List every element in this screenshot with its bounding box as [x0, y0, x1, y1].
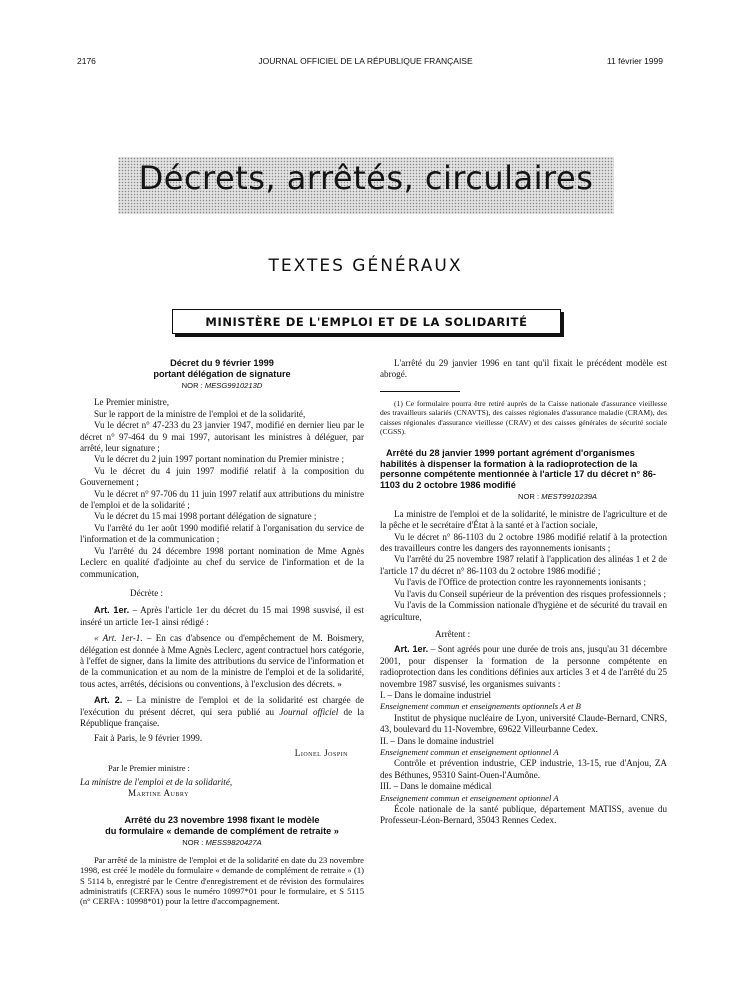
- article-label: Art. 1er.: [394, 644, 429, 655]
- decree-nor: [80, 380, 364, 391]
- article-label: Art. 2.: [94, 695, 123, 706]
- article-2: [80, 695, 364, 729]
- journal-title: JOURNAL OFFICIEL DE LA RÉPUBLIQUE FRANÇAISE: [258, 56, 473, 66]
- section-banner: [118, 157, 614, 214]
- ministre-title-text: La ministre de l'emploi et de la solidarité,: [80, 776, 233, 787]
- arrete-title: Arrêté du 28 janvier 1999 portant agrément d'organismes habilités à dispenser la formation à la radioprotection de la personne compétente mentionnée à l'article 17 du décret n° 86-1103 du 2 octobre 1986 modifié: [380, 448, 656, 490]
- paragraph: Par arrêté de la ministre de l'emploi et de la solidarité en date du 23 novembre 1998, est créé le modèle du formulaire « demande de complément de retraite » (1) S 5114 b, enregistré par le Centre d'enregistrement et de révision des formulaires administratifs (CERFA) sous le numéro 10997*01 pour le formulaire, et S 5115 (n° CERFA : 10998*01) pour la lettre d'accompagnement.: [80, 854, 364, 907]
- ministre-name: Martine Aubry: [128, 788, 189, 798]
- page-number: 2176: [77, 56, 96, 66]
- subsection-title: II. – Dans le domaine industriel: [380, 735, 494, 746]
- ministry-heading: [172, 309, 561, 334]
- arrete-title: [80, 815, 364, 836]
- right-column: [380, 358, 667, 827]
- nor-code: MESS9820427A: [205, 838, 262, 848]
- article-text: – La ministre de l'emploi et de la solidarité est chargée de l'exécution du présent décret, qui sera publié au: [80, 695, 364, 717]
- paragraph: Vu le décret n° 47-233 du 23 janvier 1947, modifié en dernier lieu par le décret n° 97-464 du 9 mai 1997, autorisant les ministres à déléguer, par arrêté, leur signature ;: [80, 420, 364, 454]
- paragraph: Vu l'avis du Conseil supérieur de la prévention des risques professionnels ;: [394, 588, 667, 599]
- section-title: TEXTES GÉNÉRAUX: [268, 256, 463, 276]
- ministre-title: [80, 777, 364, 788]
- decree-title-line-1: Décret du 9 février 1999: [170, 358, 274, 368]
- footnote-divider: [380, 391, 460, 392]
- nor-label: NOR :: [518, 492, 540, 502]
- nor-label: NOR :: [182, 838, 204, 848]
- footnote: (1) Ce formulaire pourra être retiré auprès de la Caisse nationale d'assurance vieillesse des travailleurs salariés (CNAVTS), des caisses régionales d'assurance maladie (CRAM), des caisses régionales d'assurance vieillesse (CRAV) et des caisses générales de sécurité sociale (CGSS).: [380, 398, 667, 437]
- paragraph: Vu le décret du 2 juin 1997 portant nomination du Premier ministre ;: [94, 454, 344, 465]
- arrete-title-line-1: Arrêté du 23 novembre 1998 fixant le modèle: [124, 815, 320, 826]
- article-1: [80, 605, 364, 628]
- subsection-title: I. – Dans le domaine industriel: [380, 689, 491, 700]
- paragraph: Vu l'arrêté du 25 novembre 1987 relatif à l'application des alinéas 1 et 2 de l'article 17 du décret n° 86-1103 du 2 octobre 1986 modifié ;: [380, 554, 667, 576]
- ministry-name: MINISTÈRE DE L'EMPLOI ET DE LA SOLIDARITÉ: [205, 314, 528, 329]
- paragraph: Vu le décret du 15 mai 1998 portant délégation de signature ;: [94, 511, 317, 522]
- banner-title: Décrets, arrêtés, circulaires: [138, 159, 594, 197]
- issue-date: 11 février 1999: [606, 56, 663, 66]
- nor-label: NOR :: [181, 381, 203, 390]
- paragraph: L'arrêté du 29 janvier 1996 en tant qu'il fixait le précédent modèle est abrogé.: [380, 358, 667, 380]
- arrete-nor: [380, 491, 597, 502]
- left-column: [80, 358, 364, 907]
- signature: Lionel Jospin: [294, 747, 348, 758]
- subsection-subtitle: Enseignement commun et enseignements optionnels A et B: [380, 701, 581, 712]
- nor-code: MEST9910239A: [541, 492, 597, 502]
- paragraph: Sur le rapport de la ministre de l'emploi et de la solidarité,: [94, 408, 306, 419]
- paragraph: École nationale de la santé publique, département MATISS, avenue du Professeur-Léon-Bernard, 35043 Rennes Cedex.: [380, 804, 667, 826]
- paragraph: Le Premier ministre,: [94, 397, 170, 408]
- paragraph: Vu le décret n° 97-706 du 11 juin 1997 relatif aux attributions du ministre de l'emploi et de la solidarité ;: [80, 488, 364, 511]
- article-text: – Sont agréés pour une durée de trois ans, jusqu'au 31 décembre 2001, pour dispenser la formation de la personne compétente en radioprotection dans les conditions définies aux articles 3 et 4 de l'arrêté du 25 novembre 1987 susvisé, les organismes suivants :: [380, 644, 667, 689]
- decrete-label: Décrète :: [130, 587, 164, 598]
- article-text: – En cas d'absence ou d'empêchement de M. Boismery, délégation est donnée à Mme Agnès Leclerc, agent contractuel hors catégorie, à l'effet de signer, dans la limite des attributions du service de l'information et de la communication et au nom de la ministre de l'emploi et de la solidarité, tous actes, arrêtés, décisions ou conventions, à l'exclusion des décrets. »: [80, 633, 364, 689]
- paragraph: La ministre de l'emploi et de la solidarité, le ministre de l'agriculture et de la pêche et le secrétaire d'État à la santé et à l'action sociale,: [380, 508, 667, 531]
- article-label: « Art. 1er-1.: [94, 633, 143, 644]
- subsection-subtitle: Enseignement commun et enseignement optionnel A: [380, 746, 559, 757]
- subsection-subtitle: Enseignement commun et enseignement optionnel A: [380, 792, 559, 803]
- article-label: Art. 1er.: [94, 605, 130, 616]
- arretent-label: Arrêtent :: [435, 628, 471, 639]
- decree-title-line-2: portant délégation de signature: [153, 368, 291, 379]
- decree-title: [80, 358, 364, 379]
- paragraph: Vu l'arrêté du 1er août 1990 modifié relatif à l'organisation du service de l'information et de la communication ;: [80, 522, 364, 545]
- article-text: de la République française.: [80, 706, 364, 728]
- paragraph: Contrôle et prévention industrie, CEP industrie, 13-15, rue d'Anjou, ZA des Béthunes, 95310 Saint-Ouen-l'Aumône.: [380, 758, 667, 780]
- article-1: [380, 644, 667, 690]
- paragraph: Institut de physique nucléaire de Lyon, université Claude-Bernard, CNRS, 43, boulevard du 11-Novembre, 69622 Villeurbanne Cedex.: [380, 712, 667, 735]
- journal-reference: Journal officiel: [279, 706, 339, 717]
- paragraph: Vu le décret n° 86-1103 du 2 octobre 1986 modifié relatif à la protection des travailleurs contre les dangers des rayonnements ionisants ;: [380, 531, 667, 554]
- paragraph: Vu l'avis de l'Office de protection contre les rayonnements ionisants ;: [394, 577, 647, 588]
- article-1-1: [80, 633, 364, 690]
- arrete-title-line-2: du formulaire « demande de complément de retraite »: [105, 825, 339, 836]
- nor-code: MESG9910213D: [204, 381, 263, 390]
- fait-a-paris: Fait à Paris, le 9 février 1999.: [94, 733, 203, 744]
- arrete-nor: [80, 837, 364, 848]
- par-le-premier-ministre: Par le Premier ministre :: [108, 764, 190, 774]
- article-text: – Après l'article 1er du décret du 15 mai 1998 susvisé, il est inséré un article 1er-1 ainsi rédigé :: [80, 605, 364, 627]
- paragraph: Vu l'avis de la Commission nationale d'hygiène et de sécurité du travail en agriculture,: [380, 600, 667, 622]
- subsection-title: III. – Dans le domaine médical: [380, 781, 492, 792]
- paragraph: Vu le décret du 4 juin 1997 modifié relatif à la composition du Gouvernement ;: [80, 465, 364, 488]
- paragraph: Vu l'arrêté du 24 décembre 1998 portant nomination de Mme Agnès Leclerc en qualité d'adjointe au chef du service de l'information et de la communication,: [80, 545, 364, 579]
